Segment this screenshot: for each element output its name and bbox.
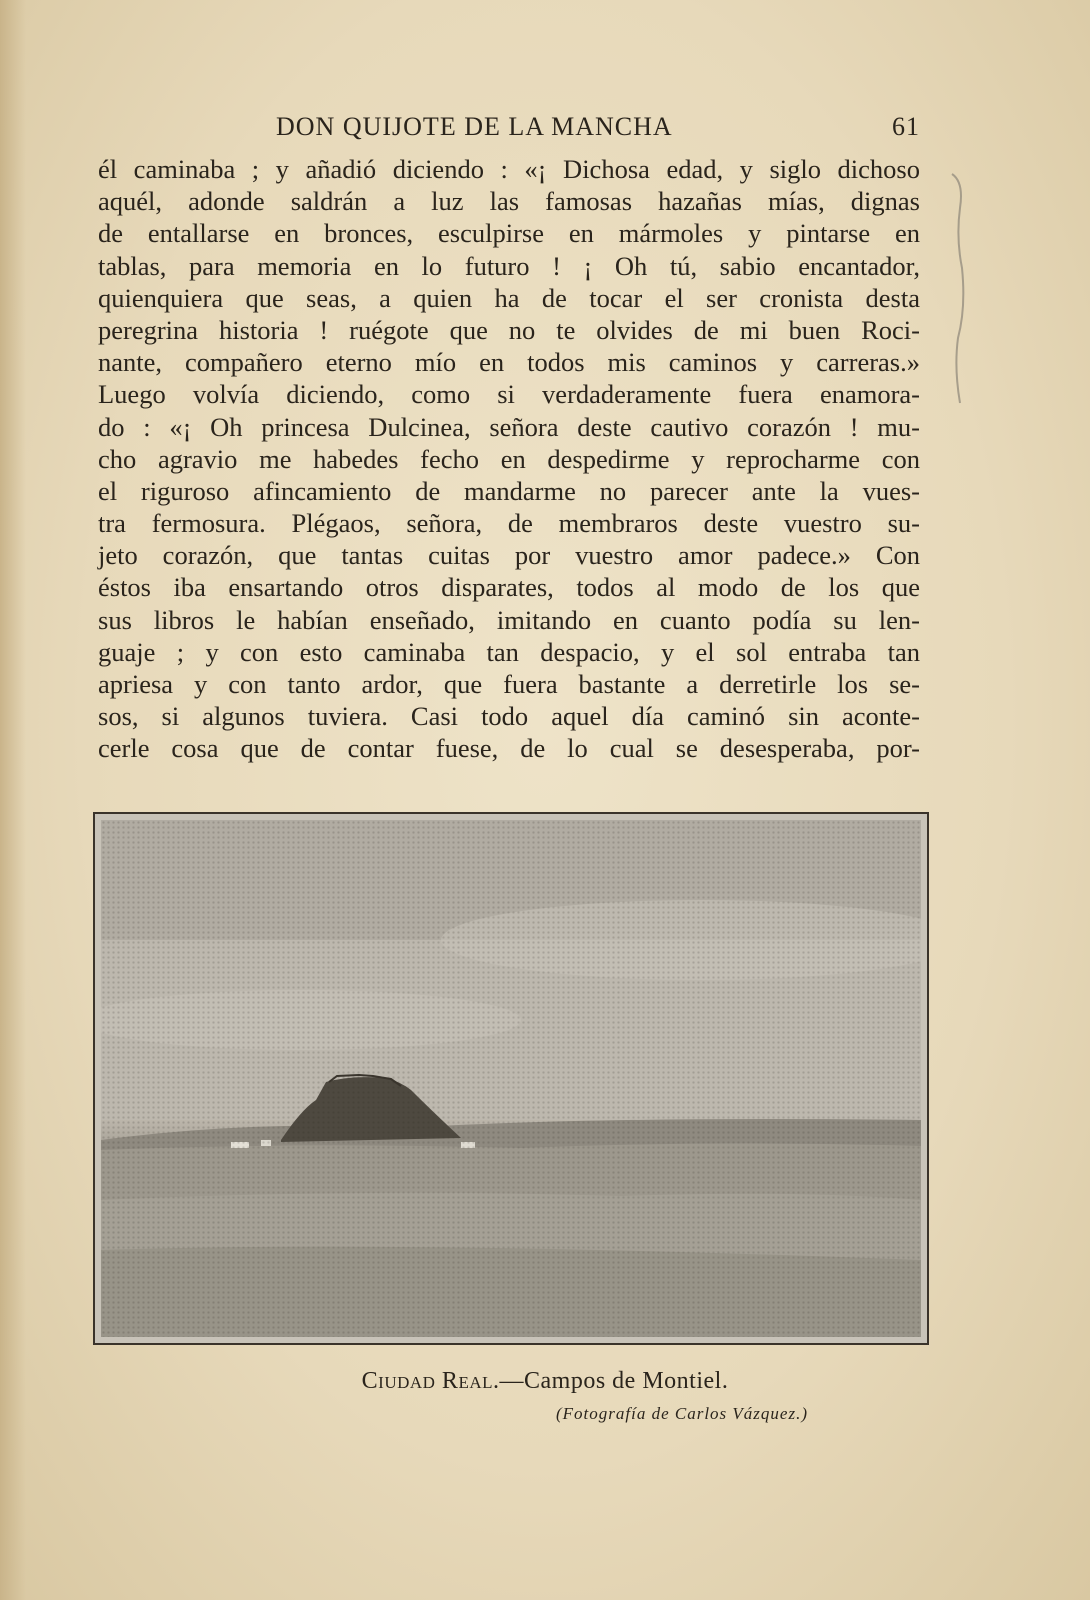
text-line: cho agravio me habedes fecho en despedirme y reprocharme con [98,443,920,474]
text-line: tra fermosura. Plégaos, señora, de membraros deste vuestro su- [98,508,920,539]
body-text [98,153,920,765]
text-line: éstos iba ensartando otros disparates, todos al modo de los que [98,572,920,603]
text-line: aquél, adonde saldrán a luz las famosas hazañas mías, dignas [98,186,920,217]
text-line: Luego volvía diciendo, como si verdaderamente fuera enamora- [98,379,920,410]
text-line: do : «¡ Oh princesa Dulcinea, señora deste cautivo corazón ! mu- [98,411,920,442]
text-line: quienquiera que seas, a quien ha de tocar el ser cronista desta [98,282,920,313]
caption-subject: Campos de Montiel. [524,1368,729,1394]
page-spine-shadow [0,0,26,1600]
page-number: 61 [892,112,920,141]
halftone-screen [101,820,921,1337]
text-line: apriesa y con tanto ardor, que fuera bastante a derretirle los se- [98,669,920,699]
text-line: guaje ; y con esto caminaba tan despacio, y el sol entraba tan [98,636,920,667]
text-line: jeto corazón, que tantas cuitas por vuestro amor padece.» Con [98,540,920,571]
photo-credit: (Fotografía de Carlos Vázquez.) [556,1404,808,1423]
caption-dash: — [499,1368,524,1394]
landscape-photograph [101,820,921,1337]
text-line: nante, compañero eterno mío en todos mis caminos y carreras.» [98,347,920,378]
text-line: peregrina historia ! ruégote que no te olvides de mi buen Roci- [98,314,920,345]
caption-place: Ciudad Real. [361,1368,500,1394]
running-head [98,112,920,146]
running-title: DON QUIJOTE DE LA MANCHA [276,112,673,141]
photo-caption [0,1368,1090,1395]
pencil-margin-mark [948,168,978,408]
text-line: él caminaba ; y añadió diciendo : «¡ Dichosa edad, y siglo dichoso [98,154,920,184]
text-line: sos, si algunos tuviera. Casi todo aquel día caminó sin aconte- [98,701,920,732]
text-line: el riguroso afincamiento de mandarme no parecer ante la vues- [98,475,920,506]
photograph-frame [93,812,929,1345]
text-line: cerle cosa que de contar fuese, de lo cual se desesperaba, por- [98,733,920,764]
text-line: tablas, para memoria en lo futuro ! ¡ Oh tú, sabio encantador, [98,250,920,281]
text-line: sus libros le habían enseñado, imitando en cuanto podía su len- [98,604,920,635]
text-line: de entallarse en bronces, esculpirse en mármoles y pintarse en [98,218,920,249]
